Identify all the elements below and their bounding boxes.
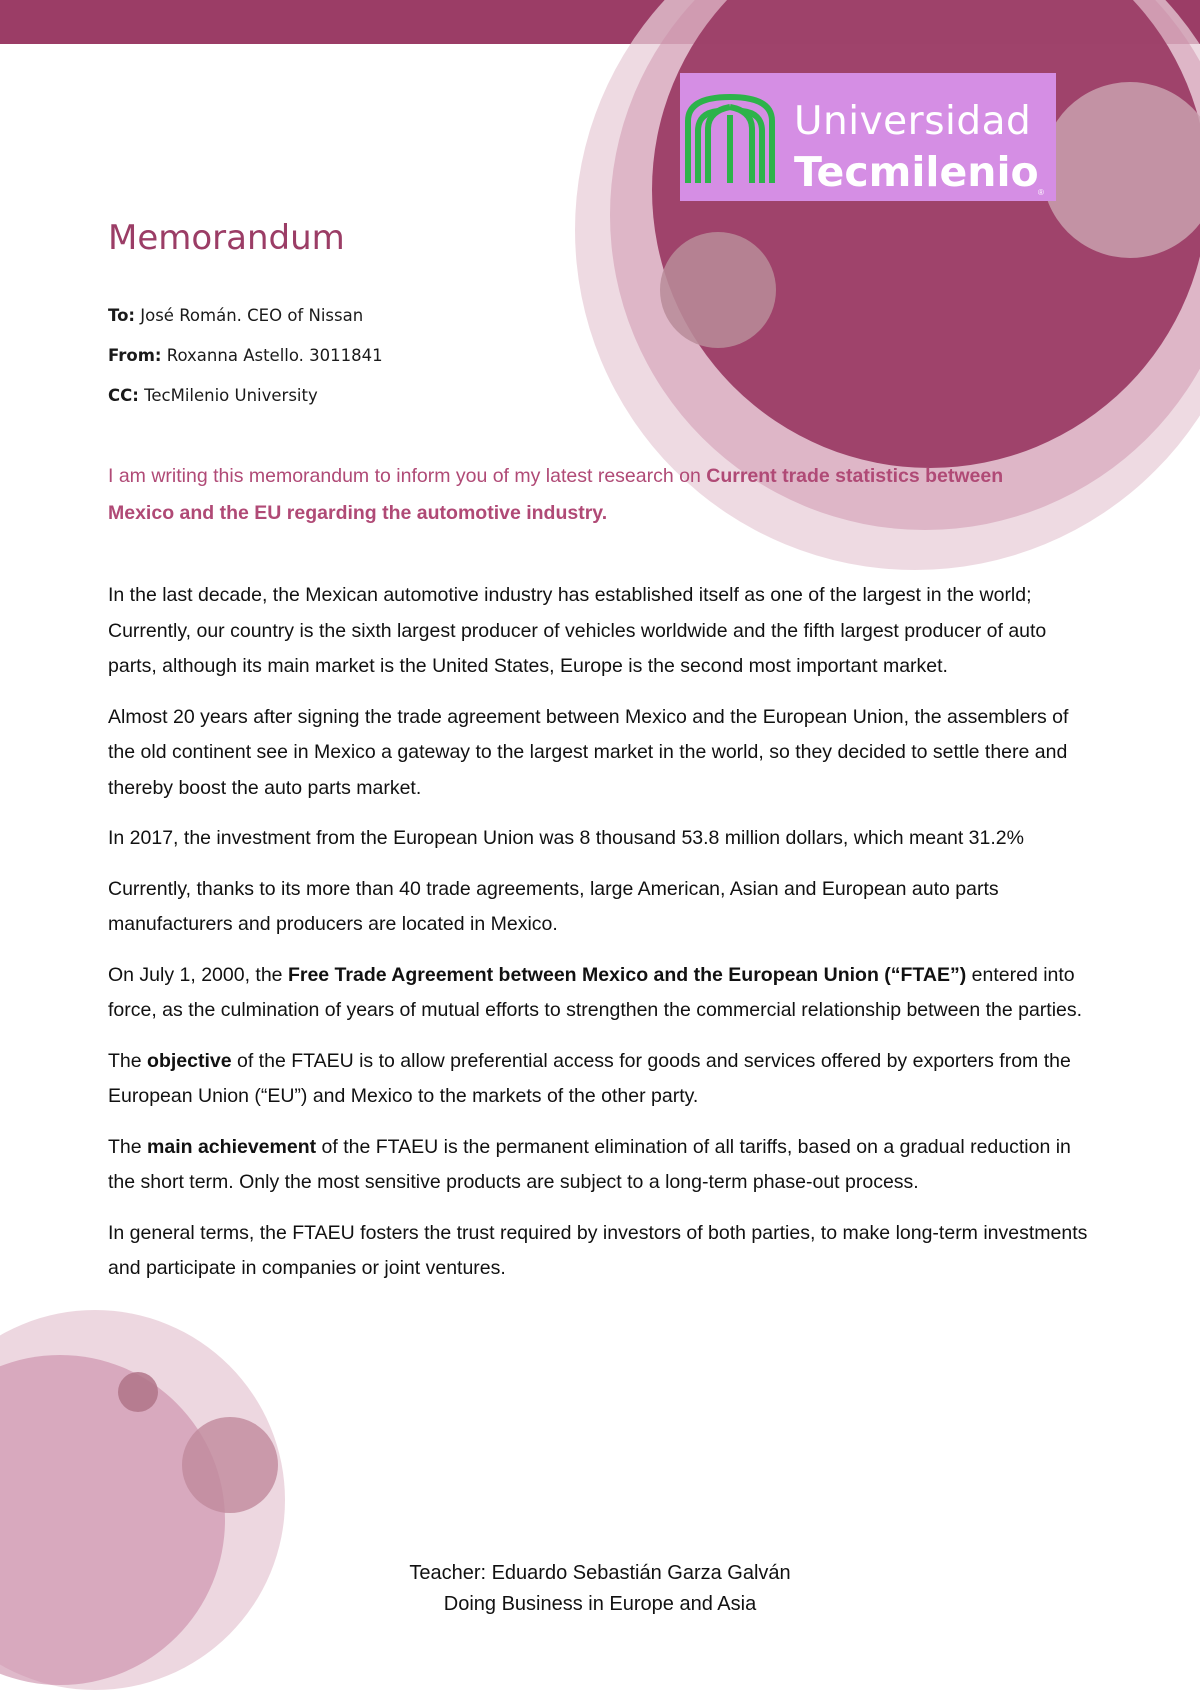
body-paragraph-5 [108, 958, 1098, 1029]
intro-text: I am writing this memorandum to inform you of my latest research on [108, 465, 707, 487]
p6-objective: objective [147, 1049, 232, 1072]
p7-part-c: of the FTAEU is the permanent elimination of all tariffs, based on a gradual reduction in the short term. Only the most sensitive products are subject to a long-term phase-out process. [108, 1135, 1071, 1193]
memo-cc-value: TecMilenio University [144, 386, 318, 405]
memo-body [108, 578, 1098, 1302]
memo-from-value: Roxanna Astello. 3011841 [166, 346, 383, 365]
intro-end: . [601, 502, 608, 524]
logo-text-tecmilenio: Tecmilenio [794, 148, 1039, 196]
p5-part-a: On July 1, 2000, the [108, 963, 288, 986]
page-title: Memorandum [108, 218, 345, 258]
memo-to-label: To: [108, 306, 135, 325]
footer-teacher: Teacher: Eduardo Sebastián Garza Galván [409, 1562, 791, 1584]
memo-cc-label: CC: [108, 386, 139, 405]
p6-part-c: of the FTAEU is to allow preferential access for goods and services offered by exporters from the European Union (“EU”) and Mexico to the markets of the other party. [108, 1049, 1071, 1107]
footer [0, 1558, 1200, 1620]
body-paragraph-7 [108, 1130, 1098, 1201]
p5-agreement-name: Free Trade Agreement between Mexico and the European Union (“FTAE”) [287, 963, 967, 986]
deco-circle-bottom-small-2 [118, 1372, 158, 1412]
body-paragraph-2: Almost 20 years after signing the trade agreement between Mexico and the European Union, the assemblers of the old continent see in Mexico a gateway to the largest market in the world, so they decided to settle there and thereby boost the auto parts market. [108, 705, 1069, 799]
p7-main-achievement: main achievement [147, 1135, 317, 1158]
deco-circle-bottom-small-1 [182, 1417, 278, 1513]
registered-mark: ® [1038, 188, 1044, 197]
body-paragraph-3: In 2017, the investment from the European Union was 8 thousand 53.8 million dollars, which meant 31.2% [108, 827, 1024, 849]
tecmilenio-arches-icon [680, 91, 780, 191]
body-paragraph-8: In general terms, the FTAEU fosters the trust required by investors of both parties, to make long-term investments and participate in companies or joint ventures. [108, 1221, 1088, 1279]
body-paragraph-1: In the last decade, the Mexican automotive industry has established itself as one of the largest in the world; Currently, our country is the sixth largest producer of vehicles worldwide and the fifth largest producer of auto parts, although its main market is the United States, Europe is the second most important market. [108, 584, 1047, 677]
p6-part-a: The [108, 1049, 148, 1072]
body-paragraph-6 [108, 1044, 1098, 1115]
logo-text-universidad: Universidad [794, 99, 1032, 144]
intro-paragraph [108, 458, 1068, 532]
deco-circle-small [660, 232, 776, 348]
memo-cc [108, 386, 318, 405]
memo-to-value: José Román. CEO of Nissan [140, 306, 364, 325]
university-logo [680, 73, 1056, 201]
body-paragraph-4: Currently, thanks to its more than 40 trade agreements, large American, Asian and European auto parts manufacturers and producers are located in Mexico. [108, 877, 999, 935]
memo-from-label: From: [108, 346, 162, 365]
intro-topic: Current trade statistics between Mexico and the EU regarding the automotive industry [108, 465, 1004, 524]
memo-to [108, 306, 363, 325]
footer-course: Doing Business in Europe and Asia [443, 1593, 757, 1615]
p5-part-c: entered into force, as the culmination of years of mutual efforts to strengthen the commercial relationship between the parties. [108, 963, 1083, 1021]
p7-part-a: The [108, 1135, 148, 1158]
memo-from [108, 346, 383, 365]
